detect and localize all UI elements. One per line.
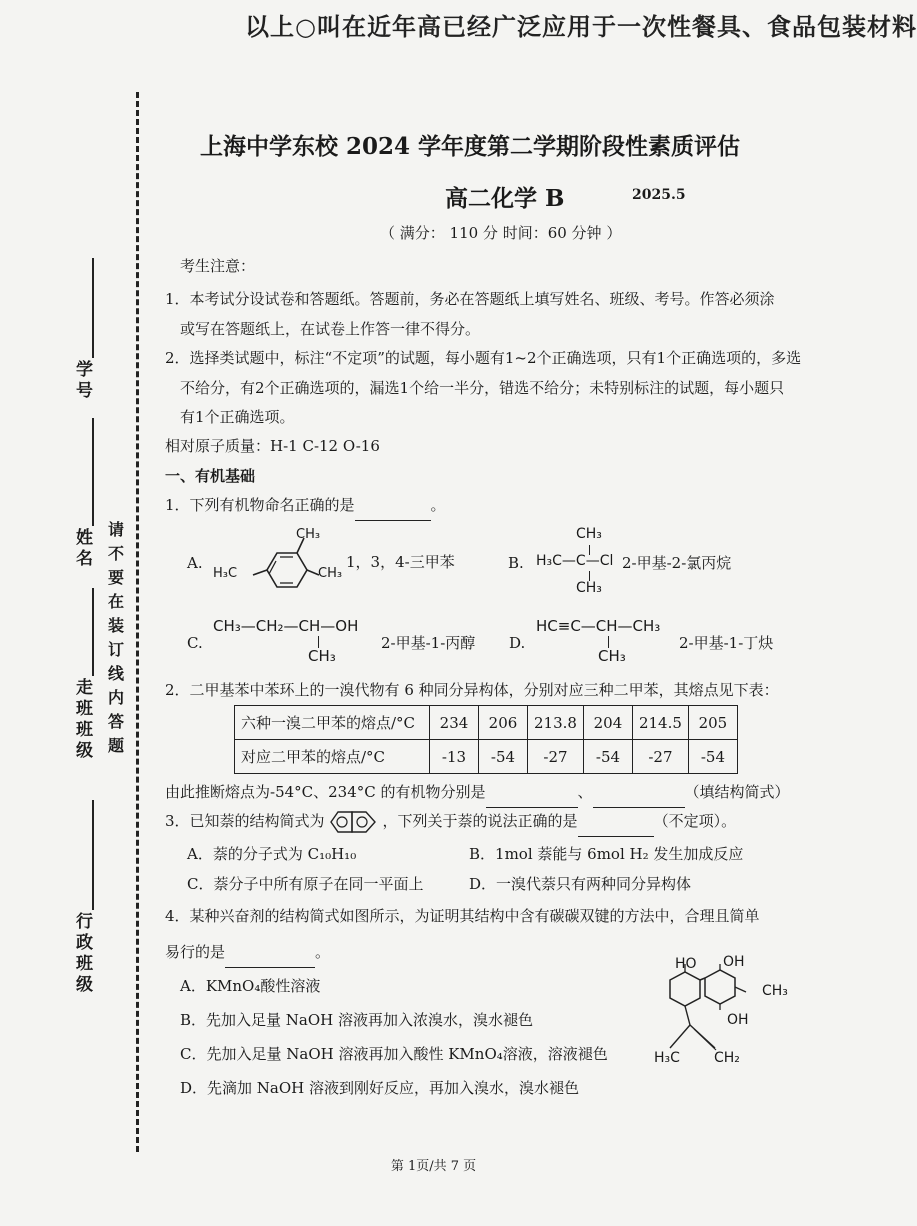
notice-heading: 考生注意： <box>180 257 256 275</box>
table-cell: -13 <box>430 740 479 774</box>
table-cell: 205 <box>688 706 737 740</box>
binding-warning: 请 不 要 在 装 订 线 内 答 题 <box>107 520 124 755</box>
table-cell: 213.8 <box>528 706 584 740</box>
q4-stem-line2: 易行的是 。 <box>165 937 330 968</box>
q4-option-b: B．先加入足量 NaOH 溶液再加入浓溴水，溴水褪色 <box>180 1011 534 1029</box>
walking-class-line <box>92 588 94 676</box>
table-cell: 六种一溴二甲苯的熔点/°C <box>235 706 430 740</box>
table-row <box>235 740 738 774</box>
q4-mol-ho: HO <box>675 956 697 972</box>
q1-a-ch3-top: CH₃ <box>296 527 321 542</box>
q4-mol-ch3: CH₃ <box>762 983 788 999</box>
top-cutoff-text: 以上○叫在近年高已经广泛应用于一次性餐具、食品包装材料 <box>245 12 917 41</box>
table-cell: 214.5 <box>632 706 688 740</box>
notice-item2-line1: 2．选择类试题中，标注“不定项”的试题，每小题有1~2个正确选项，只有1个正确选项的，多选 <box>165 349 802 367</box>
table-cell: 206 <box>479 706 528 740</box>
table-cell: 对应二甲苯的熔点/°C <box>235 740 430 774</box>
page-footer: 第 1页/共 7 页 <box>390 1159 477 1174</box>
q1-a-h3c: H₃C <box>213 566 238 581</box>
table-cell: -54 <box>479 740 528 774</box>
exam-subtitle: 高二化学 B <box>445 185 565 212</box>
q4-option-d: D．先滴加 NaOH 溶液到刚好反应，再加入溴水，溴水褪色 <box>180 1079 580 1097</box>
q1-b-top: CH₃ <box>576 526 602 542</box>
q1-d-main: HC≡C—CH—CH₃ <box>536 617 661 635</box>
notice-item1-line1: 1．本考试分设试卷和答题纸。答题前，务必在答题纸上填写姓名、班级、考号。作答必须涂 <box>165 290 775 308</box>
table-cell: -54 <box>583 740 632 774</box>
q3-option-d: D．一溴代萘只有两种同分异构体 <box>469 875 692 893</box>
naphthalene-structure <box>325 809 383 835</box>
table-cell: 234 <box>430 706 479 740</box>
q3-option-b: B．1mol 萘能与 6mol H₂ 发生加成反应 <box>469 845 744 863</box>
admin-class-line <box>92 800 94 910</box>
atomic-mass: 相对原子质量：H-1 C-12 O-16 <box>165 437 380 455</box>
section-heading: 一、有机基础 <box>165 467 256 485</box>
name-line <box>92 418 94 526</box>
q4-mol-h3c: H₃C <box>654 1050 680 1066</box>
notice-item2-line3: 有1个正确选项。 <box>180 408 295 426</box>
q1-b-main: H₃C—C—Cl <box>536 553 614 569</box>
binding-dashed-line <box>136 92 139 1152</box>
q1-d-bottom: CH₃ <box>598 647 626 665</box>
q1-option-d-label: D. <box>509 634 526 652</box>
table-cell: -54 <box>688 740 737 774</box>
answer-blank <box>486 777 578 808</box>
q1-option-c-name: 2-甲基-1-丙醇 <box>381 634 476 652</box>
exam-date: 2025.5 <box>632 187 686 203</box>
table-cell: -27 <box>528 740 584 774</box>
q1-option-a-label: A. <box>187 554 203 572</box>
answer-blank <box>225 937 315 968</box>
q4-mol-oh-top: OH <box>723 954 745 970</box>
q1-b-bottom: CH₃ <box>576 580 602 596</box>
q1-option-b-label: B. <box>508 554 524 572</box>
melting-point-table <box>234 705 738 774</box>
admin-class-label: 行政班级 <box>72 912 92 996</box>
q1-a-ch3-right: CH₃ <box>318 566 343 581</box>
answer-blank <box>593 777 685 808</box>
table-cell: 204 <box>583 706 632 740</box>
walking-class-label: 走班班级 <box>72 678 92 762</box>
score-time-info: （ 满分： 110 分 时间：60 分钟 ） <box>380 224 622 242</box>
q1-c-main: CH₃—CH₂—CH—OH <box>213 617 359 635</box>
name-label: 姓名 <box>72 528 92 570</box>
q3-stem: 3．已知萘的结构简式为 ，下列关于萘的说法正确的是 （不定项）。 <box>165 806 736 837</box>
q3-option-c: C．萘分子中所有原子在同一平面上 <box>187 875 424 893</box>
q1-option-a-name: 1，3，4-三甲苯 <box>346 553 455 571</box>
student-id-label: 学号 <box>72 360 92 402</box>
table-row <box>235 706 738 740</box>
q2-stem: 2．二甲基苯中苯环上的一溴代物有 6 种同分异构体，分别对应三种二甲苯，其熔点见下表： <box>165 681 779 699</box>
notice-item2-line2: 不给分，有2个正确选项的，漏选1个给一半分，错选不给分；未特别标注的试题，每小题只 <box>180 379 785 397</box>
q4-mol-ch2: CH₂ <box>714 1050 740 1066</box>
trimethylbenzene-structure <box>205 520 350 600</box>
exam-title: 上海中学东校 2024 学年度第二学期阶段性素质评估 <box>199 133 741 160</box>
student-id-line <box>92 258 94 358</box>
q2-follow: 由此推断熔点为-54°C、234°C 的有机物分别是 、 （填结构简式） <box>165 777 790 808</box>
q4-option-a: A．KMnO₄酸性溶液 <box>180 977 321 995</box>
answer-blank <box>578 806 654 837</box>
q3-option-a: A．萘的分子式为 C₁₀H₁₀ <box>187 845 357 863</box>
q1-c-bottom: CH₃ <box>308 647 336 665</box>
q1-stem: 1．下列有机物命名正确的是 。 <box>165 490 446 521</box>
answer-blank <box>355 490 431 521</box>
q4-option-c: C．先加入足量 NaOH 溶液再加入酸性 KMnO₄溶液，溶液褪色 <box>180 1045 608 1063</box>
q4-stem-line1: 4．某种兴奋剂的结构简式如图所示，为证明其结构中含有碳碳双键的方法中，合理且简单 <box>165 907 760 925</box>
q4-mol-oh-bottom: OH <box>727 1012 749 1028</box>
q1-option-c-label: C. <box>187 634 203 652</box>
notice-item1-line2: 或写在答题纸上，在试卷上作答一律不得分。 <box>180 320 481 338</box>
table-cell: -27 <box>632 740 688 774</box>
q1-option-b-name: 2-甲基-2-氯丙烷 <box>622 554 732 572</box>
q1-option-d-name: 2-甲基-1-丁炔 <box>679 634 774 652</box>
